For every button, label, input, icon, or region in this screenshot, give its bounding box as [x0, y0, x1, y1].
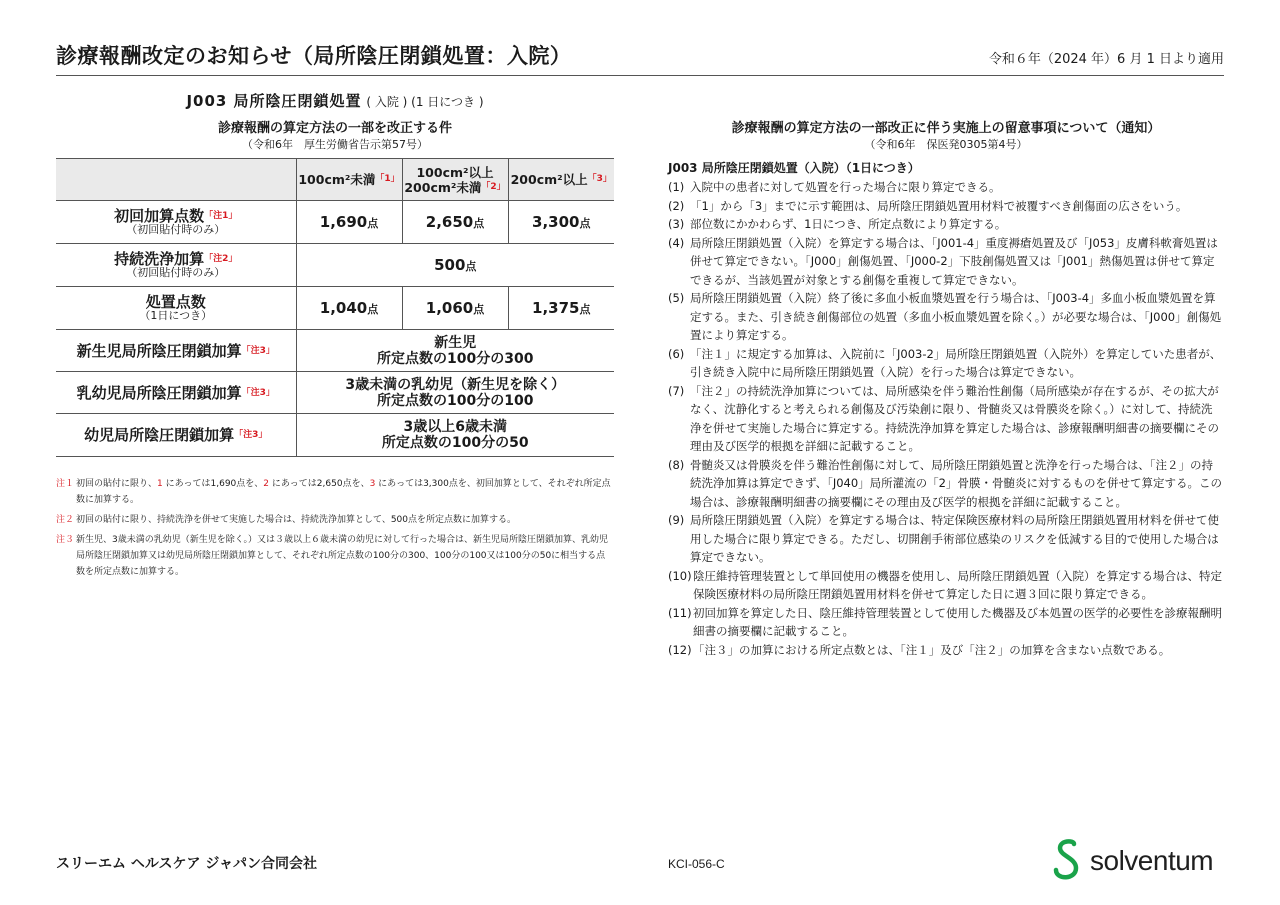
- header-blank: [56, 159, 296, 201]
- col-header-1: 100cm²未満$^{「1」}$: [296, 159, 402, 201]
- value-cell: 3,300点: [508, 201, 614, 244]
- left-subheading: 診療報酬の算定方法の一部を改正する件: [217, 121, 452, 136]
- row-label: 初回加算点数$^{「注1」}$ （初回貼付時のみ）: [56, 201, 296, 244]
- logo-wordmark: solventum: [1090, 845, 1214, 876]
- table-row: [56, 414, 614, 457]
- value-cell: 1,060点: [402, 287, 508, 330]
- list-item: (11) 初回加算を算定した日、陰圧維持管理装置として使用した機器及び本処置の医学的必要性を診療報酬明細書の摘要欄に記載すること。: [668, 605, 1222, 638]
- row-label: 持続洗浄加算$^{「注2」}$ （初回貼付時のみ）: [56, 244, 296, 287]
- notes: [56, 476, 614, 584]
- table-row: [56, 372, 614, 414]
- right-source: （令和6年 保医発0305第4号）: [864, 138, 1028, 151]
- rate-cell: 3歳以上6歳未満 所定点数の100分の50: [296, 414, 614, 457]
- list-item: (10) 陰圧維持管理装置として単回使用の機器を使用し、局所陰圧閉鎖処置（入院）を算定する場合は、特定保険医療材料の局所陰圧閉鎖処置用材料を併せて算定した日に週３回に限り算定できる。: [668, 568, 1222, 601]
- value-cell: 1,040点: [296, 287, 402, 330]
- fee-table: [56, 158, 614, 457]
- right-subheading: J003 局所陰圧閉鎖処置（入院）（1日につき）: [668, 161, 920, 175]
- company-name: スリーエム ヘルスケア ジャパン合同会社: [56, 856, 318, 872]
- table-row: [56, 330, 614, 372]
- row-label: 処置点数 （1日につき）: [56, 287, 296, 330]
- note-3: 注３ 新生児、3歳未満の乳幼児（新生児を除く。）又は３歳以上６歳未満の幼児に対して行った場合は、新生児局所陰圧閉鎖加算、乳幼児局所陰圧閉鎖加算又は幼児局所陰圧閉鎖加算として、それぞれ所定点数の100分の300、100分の100又は100分の50に相当する点数を所定点数に加算する。: [56, 535, 609, 577]
- row-label: 幼児局所陰圧閉鎖加算$^{「注3」}$: [56, 414, 296, 457]
- row-label: 乳幼児局所陰圧閉鎖加算$^{「注3」}$: [56, 372, 296, 414]
- list-item: (4) 局所陰圧閉鎖処置（入院）を算定する場合は、「J001-4」重度褥瘡処置及び「J053」皮膚科軟膏処置は併せて算定できない。「J000」創傷処置、「J000-2」下肢創傷処置又は「J001」熱傷処置は併せて算定できるが、当該処置が対象とする創傷を重複して算定できない。: [668, 235, 1218, 287]
- value-cell: 1,690点: [296, 201, 402, 244]
- list-item: (5) 局所陰圧閉鎖処置（入院）終了後に多血小板血漿処置を行う場合は、「J003-4」多血小板血漿処置を算定する。また、引き続き創傷部位の処置（多血小板血漿処置を除く。）が必要な場合は、「J000」創傷処置により算定する。: [668, 291, 1222, 342]
- list-item: (2) 「1」から「3」までに示す範囲は、局所陰圧閉鎖処置用材料で被覆すべき創傷面の広さをいう。: [668, 198, 1188, 213]
- col-header-2: 100cm²以上 200cm²未満$^{「2」}$: [402, 159, 508, 201]
- document-code: KCI-056-C: [668, 857, 725, 871]
- right-heading: 診療報酬の算定方法の一部改正に伴う実施上の留意事項について（通知）: [731, 121, 1161, 136]
- list-item: (9) 局所陰圧閉鎖処置（入院）を算定する場合は、特定保険医療材料の局所陰圧閉鎖処置用材料を併せて使用した場合に限り算定できる。ただし、切開創手術部位感染のリスクを低減する目的で使用した場合は算定できない。: [668, 513, 1219, 564]
- list-item: (7) 「注２」の持続洗浄加算については、局所感染を伴う難治性創傷（局所感染が存在するが、その拡大がなく、沈静化すると考えられる創傷及び汚染創に限り、骨髄炎又は骨膜炎を除く。）に対して、持続洗浄を併せて実施した場合に算定する。持続洗浄加算を算定した場合は、診療報酬明細書の摘要欄にその理由及び医学的根拠を詳細に記載すること。: [668, 383, 1219, 453]
- effective-date: 令和６年（2024 年）6 月 1 日より適用: [988, 52, 1224, 67]
- table-row: [56, 201, 614, 244]
- value-cell: 2,650点: [402, 201, 508, 244]
- solventum-logo: [1050, 838, 1213, 884]
- list-item: (1) 入院中の患者に対して処置を行った場合に限り算定できる。: [668, 180, 1001, 194]
- table-row: [56, 287, 614, 330]
- header-divider: [56, 75, 1224, 76]
- col-header-3: 200cm²以上$^{「3」}$: [508, 159, 614, 201]
- rate-cell: 新生児 所定点数の100分の300: [296, 330, 614, 372]
- list-item: (8) 骨髄炎又は骨膜炎を伴う難治性創傷に対して、局所陰圧閉鎖処置と洗浄を行った場合は、「注２」の持続洗浄加算は算定できず、「J040」局所灌流の「2」骨膜・骨髄炎に対するものを併せて算定する。この場合は、診療報酬明細書の摘要欄にその理由及び医学的根拠を詳細に記載すること。: [668, 457, 1222, 509]
- rate-cell: 3歳未満の乳幼児（新生児を除く） 所定点数の100分の100: [296, 372, 614, 414]
- page-title: 診療報酬改定のお知らせ（局所陰圧閉鎖処置：入院）: [56, 44, 572, 68]
- value-cell: 1,375点: [508, 287, 614, 330]
- list-item: (3) 部位数にかかわらず、1日につき、所定点数により算定する。: [668, 217, 1007, 231]
- fee-table-header: [56, 159, 614, 201]
- left-heading-note: ( 入院 ) (1 日につき ): [366, 95, 484, 109]
- list-item: (12) 「注３」の加算における所定点数とは、「注１」及び「注２」の加算を含まない点数である。: [668, 642, 1171, 657]
- note-1: 注１ 初回の貼付に限り、1 にあっては1,690点を、2 にあっては2,650点を、3 にあっては3,300点を、初回加算として、それぞれ所定点数に加算する。: [56, 479, 611, 505]
- left-heading: [56, 90, 614, 111]
- left-heading-code: J003 局所陰圧閉鎖処置: [186, 92, 362, 110]
- left-source: （令和6年 厚生労働省告示第57号）: [242, 138, 428, 151]
- value-cell: 500点: [296, 244, 614, 287]
- list-item: (6) 「注１」に規定する加算は、入院前に「J003-2」局所陰圧閉鎖処置（入院外）を算定していた患者が、引き続き入院中に局所陰圧閉鎖処置（入院）を行った場合は算定できない。: [668, 346, 1222, 379]
- solventum-logo-icon: [1050, 838, 1084, 884]
- table-row: [56, 244, 614, 287]
- notice-items: [668, 178, 1224, 659]
- note-2: 注２ 初回の貼付に限り、持続洗浄を併せて実施した場合は、持続洗浄加算として、500点を所定点数に加算する。: [56, 515, 517, 525]
- row-label: 新生児局所陰圧閉鎖加算$^{「注3」}$: [56, 330, 296, 372]
